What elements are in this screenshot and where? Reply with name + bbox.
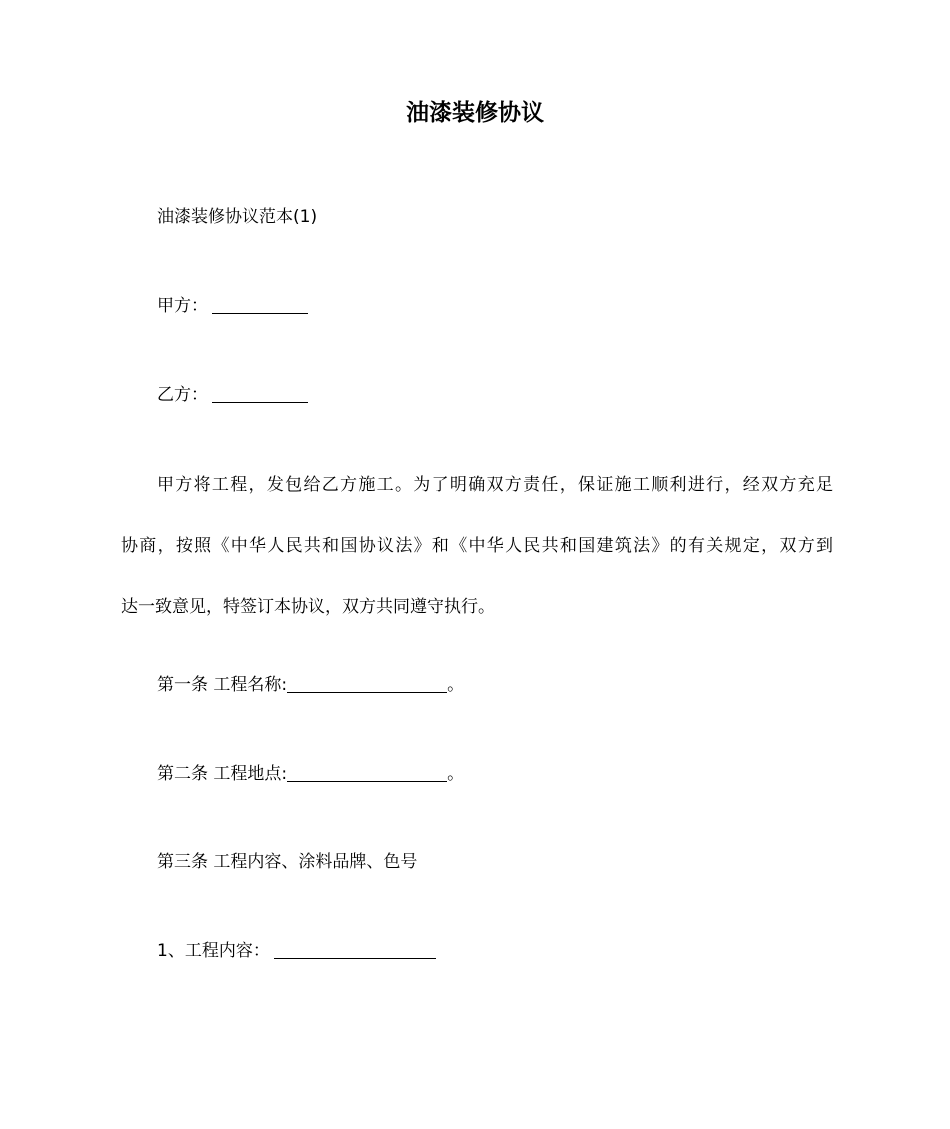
preamble-line-2: 协商，按照《中华人民共和国协议法》和《中华人民共和国建筑法》的有关规定，双方到 [121, 536, 833, 556]
party-a-blank [212, 293, 308, 314]
subtitle-text: 油漆装修协议范本(1) [157, 207, 318, 227]
article-1-blank [287, 672, 447, 693]
article-1-line [121, 671, 869, 700]
preamble-paragraph [121, 471, 833, 622]
party-b-blank [212, 382, 308, 403]
item-1-label: 1、工程内容： [157, 941, 270, 961]
article-1-label: 第一条 工程名称: [157, 675, 288, 695]
article-1-suffix: 。 [447, 675, 465, 695]
article-2-blank [287, 761, 447, 782]
party-b-label: 乙方： [157, 385, 208, 405]
document-title: 油漆装修协议 [406, 100, 544, 126]
item-1-blank [274, 938, 436, 959]
party-a-line [121, 292, 869, 321]
party-b-line [121, 381, 869, 410]
preamble-line-3: 达一致意见，特签订本协议，双方共同遵守执行。 [121, 597, 495, 617]
article-2-line [121, 760, 869, 789]
item-1-line [121, 937, 869, 966]
article-3-label: 第三条 工程内容、涂料品牌、色号 [157, 852, 418, 872]
document-subtitle [121, 203, 869, 232]
article-3-line [121, 848, 869, 877]
preamble-line-1: 甲方将工程，发包给乙方施工。为了明确双方责任，保证施工顺利进行，经双方充足 [157, 475, 833, 495]
article-2-suffix: 。 [447, 764, 465, 784]
article-2-label: 第二条 工程地点: [157, 764, 288, 784]
party-a-label: 甲方： [157, 296, 208, 316]
